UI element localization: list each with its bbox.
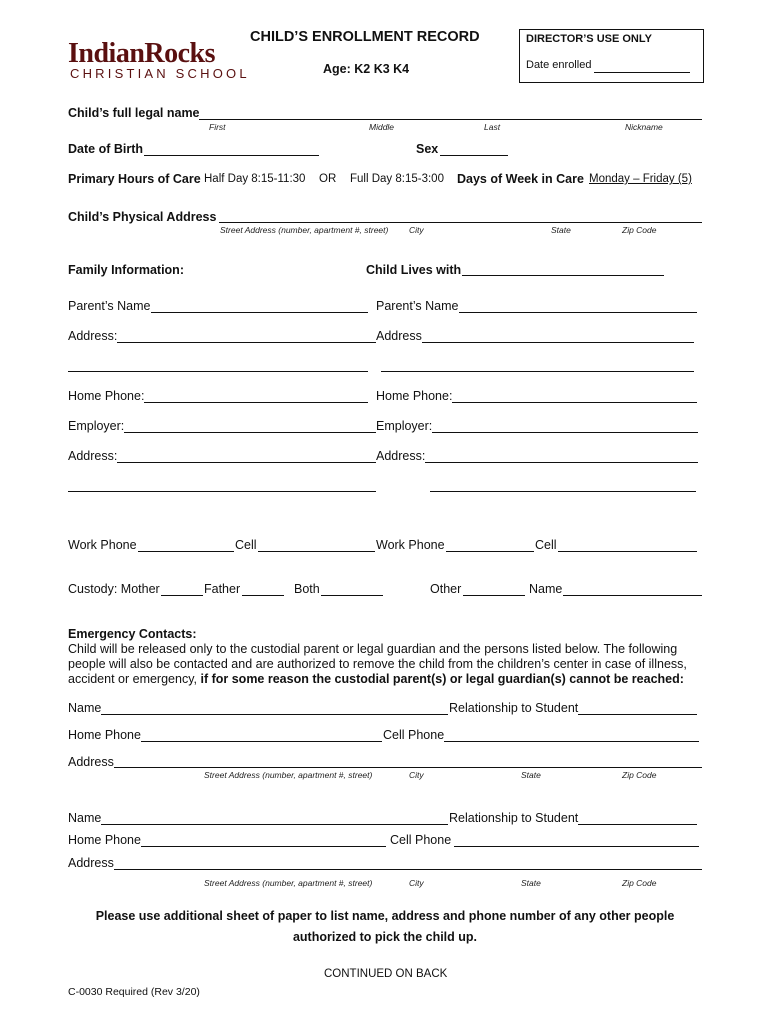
half-day-option[interactable]: Half Day 8:15-11:30: [204, 173, 306, 185]
contact2-name-label: Name: [68, 811, 102, 825]
parent2-work-phone-field[interactable]: [446, 551, 534, 552]
contact2-cell-phone-label: Cell Phone: [390, 833, 452, 847]
physical-address-field[interactable]: [219, 222, 702, 223]
custody-both-label: Both: [294, 582, 320, 596]
parent2-employer-field[interactable]: [432, 432, 698, 433]
form-id: C-0030 Required (Rev 3/20): [68, 986, 200, 998]
date-enrolled-field[interactable]: [594, 72, 690, 73]
school-logo-subtitle: CHRISTIAN SCHOOL: [70, 66, 250, 81]
custody-both-field[interactable]: [321, 595, 383, 596]
contact2-address-field[interactable]: [114, 869, 702, 870]
contact2-address-sub-city: City: [409, 878, 424, 888]
contact1-address-sub-city: City: [409, 770, 424, 780]
contact2-address-sub-zip: Zip Code: [622, 878, 657, 888]
name-sub-first: First: [209, 122, 226, 132]
parent1-address-line2[interactable]: [68, 371, 368, 372]
contact2-home-phone-label: Home Phone: [68, 833, 141, 847]
continued-on-back: CONTINUED ON BACK: [324, 968, 448, 980]
parent1-name-field[interactable]: [151, 312, 368, 313]
hours-label: Primary Hours of Care: [68, 172, 201, 186]
parent1-employer-address-label: Address:: [68, 449, 118, 463]
custody-father-label: Father: [204, 582, 241, 596]
date-enrolled-label: Date enrolled: [526, 59, 592, 71]
contact1-home-phone-label: Home Phone: [68, 728, 141, 742]
parent2-name-field[interactable]: [459, 312, 697, 313]
contact2-relationship-label: Relationship to Student: [449, 811, 579, 825]
parent2-cell-field[interactable]: [558, 551, 697, 552]
parent1-work-phone-field[interactable]: [138, 551, 234, 552]
custody-other-field[interactable]: [463, 595, 525, 596]
contact1-relationship-label: Relationship to Student: [449, 701, 579, 715]
emergency-paragraph-line1: Child will be released only to the custodial parent or legal guardian and the persons listed below. The following: [68, 642, 678, 656]
contact2-address-sub-street: Street Address (number, apartment #, street): [204, 878, 373, 888]
custody-label: Custody: Mother: [68, 582, 160, 596]
contact1-relationship-field[interactable]: [578, 714, 697, 715]
days-label: Days of Week in Care: [457, 172, 584, 186]
custody-other-label: Other: [430, 582, 462, 596]
emergency-paragraph-line3-bold: if for some reason the custodial parent(s) or legal guardian(s) cannot be reached:: [200, 672, 684, 686]
contact1-address-label: Address: [68, 755, 114, 769]
custody-father-field[interactable]: [242, 595, 284, 596]
contact1-name-label: Name: [68, 701, 102, 715]
contact1-address-sub-street: Street Address (number, apartment #, street): [204, 770, 373, 780]
contact2-name-field[interactable]: [101, 824, 448, 825]
parent1-cell-field[interactable]: [258, 551, 375, 552]
parent1-home-phone-field[interactable]: [144, 402, 368, 403]
contact1-address-field[interactable]: [114, 767, 702, 768]
contact2-relationship-field[interactable]: [578, 824, 697, 825]
custody-name-field[interactable]: [563, 595, 702, 596]
emergency-paragraph-line3-normal: accident or emergency,: [68, 672, 201, 686]
emergency-heading: Emergency Contacts:: [68, 627, 197, 641]
parent2-employer-address-label: Address:: [376, 449, 426, 463]
dob-label: Date of Birth: [68, 142, 143, 156]
emergency-paragraph-line2: people will also be contacted and are authorized to remove the child from the children’s center in case of illness,: [68, 657, 687, 671]
parent1-employer-address-line2[interactable]: [68, 491, 376, 492]
lives-with-field[interactable]: [462, 275, 664, 276]
name-sub-middle: Middle: [369, 122, 395, 132]
child-legal-name-field[interactable]: [199, 119, 702, 120]
parent1-employer-field[interactable]: [124, 432, 376, 433]
contact2-address-label: Address: [68, 856, 114, 870]
parent2-name-label: Parent’s Name: [376, 299, 459, 313]
or-label: OR: [319, 173, 337, 185]
parent1-address-label: Address:: [68, 329, 118, 343]
parent1-work-phone-label: Work Phone: [68, 538, 137, 552]
days-value: Monday – Friday (5): [589, 173, 692, 185]
sex-field[interactable]: [440, 155, 508, 156]
contact2-home-phone-field[interactable]: [141, 846, 386, 847]
parent2-employer-address-field[interactable]: [425, 462, 698, 463]
parent1-employer-label: Employer:: [68, 419, 125, 433]
age-options[interactable]: Age: K2 K3 K4: [323, 62, 410, 76]
address-sub-zip: Zip Code: [622, 225, 657, 235]
parent2-address-field[interactable]: [422, 342, 694, 343]
contact1-cell-phone-field[interactable]: [444, 741, 699, 742]
parent2-address-line2[interactable]: [381, 371, 694, 372]
family-info-label: Family Information:: [68, 263, 184, 277]
parent2-home-phone-field[interactable]: [452, 402, 697, 403]
contact2-cell-phone-field[interactable]: [454, 846, 699, 847]
directors-use-title: DIRECTOR’S USE ONLY: [526, 33, 652, 45]
contact1-name-field[interactable]: [101, 714, 448, 715]
parent2-cell-label: Cell: [535, 538, 557, 552]
custody-mother-field[interactable]: [161, 595, 203, 596]
school-logo-name: IndianRocks: [68, 38, 216, 69]
emergency-paragraph-line3: [68, 672, 684, 686]
contact1-home-phone-field[interactable]: [141, 741, 382, 742]
name-sub-nickname: Nickname: [625, 122, 663, 132]
sex-label: Sex: [416, 142, 439, 156]
parent2-employer-address-line2[interactable]: [430, 491, 696, 492]
additional-sheet-note-line1: Please use additional sheet of paper to list name, address and phone number of any other people: [95, 909, 675, 923]
address-sub-state: State: [551, 225, 571, 235]
custody-name-label: Name: [529, 582, 563, 596]
name-sub-last: Last: [484, 122, 501, 132]
address-sub-street: Street Address (number, apartment #, street): [220, 225, 389, 235]
parent2-home-phone-label: Home Phone:: [376, 389, 453, 403]
parent1-address-field[interactable]: [117, 342, 376, 343]
child-legal-name-label: Child’s full legal name: [68, 106, 200, 120]
dob-field[interactable]: [144, 155, 319, 156]
parent2-work-phone-label: Work Phone: [376, 538, 445, 552]
parent2-employer-label: Employer:: [376, 419, 433, 433]
physical-address-label: Child’s Physical Address: [68, 210, 217, 224]
contact1-address-sub-zip: Zip Code: [622, 770, 657, 780]
parent2-address-label: Address: [376, 329, 422, 343]
additional-sheet-note-line2: authorized to pick the child up.: [292, 930, 478, 944]
contact1-address-sub-state: State: [521, 770, 541, 780]
form-title: CHILD’S ENROLLMENT RECORD: [250, 29, 480, 45]
contact1-cell-phone-label: Cell Phone: [383, 728, 445, 742]
parent1-employer-address-field[interactable]: [117, 462, 376, 463]
contact2-address-sub-state: State: [521, 878, 541, 888]
parent1-cell-label: Cell: [235, 538, 257, 552]
full-day-option[interactable]: Full Day 8:15-3:00: [350, 173, 444, 185]
lives-with-label-text: Child Lives with: [366, 263, 462, 277]
address-sub-city: City: [409, 225, 424, 235]
parent1-home-phone-label: Home Phone:: [68, 389, 145, 403]
parent1-name-label: Parent’s Name: [68, 299, 151, 313]
